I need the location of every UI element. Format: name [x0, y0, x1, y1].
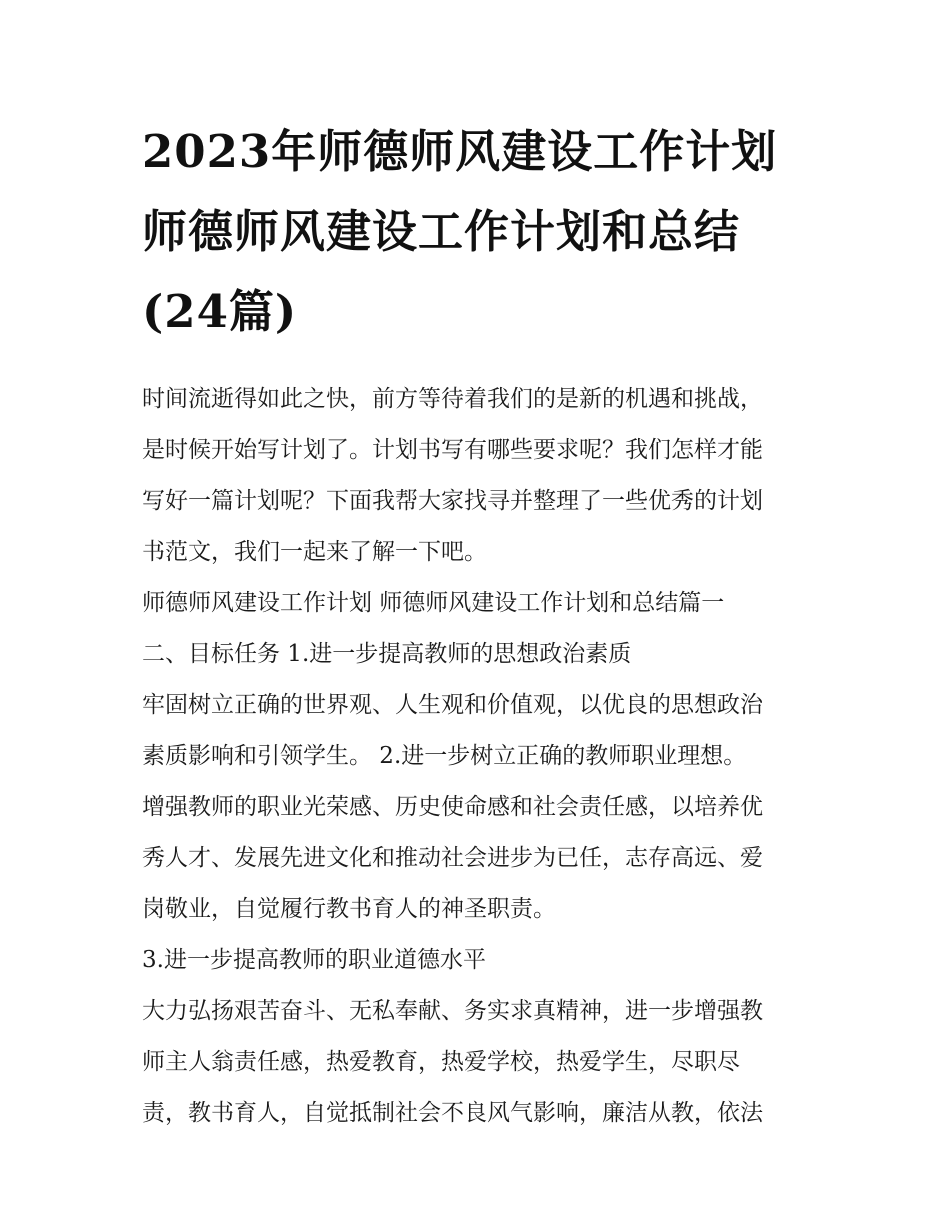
- body-line: 书范文，我们一起来了解一下吧。: [142, 539, 487, 565]
- body-line: 牢固树立正确的世界观、人生观和价值观，以优良的思想政治: [142, 692, 763, 718]
- document-body: [142, 374, 822, 1139]
- body-line: 3.进一步提高教师的职业道德水平: [142, 947, 486, 973]
- body-line: 写好一篇计划呢？下面我帮大家找寻并整理了一些优秀的计划: [142, 488, 763, 514]
- document-page: [142, 112, 822, 1139]
- body-line: 素质影响和引领学生。 2.进一步树立正确的教师职业理想。: [142, 743, 747, 769]
- title-line: 2023年师德师风建设工作计划: [142, 125, 778, 178]
- body-line: 师主人翁责任感，热爱教育，热爱学校，热爱学生，尽职尽: [142, 1049, 740, 1075]
- body-line: 责，教书育人，自觉抵制社会不良风气影响，廉洁从教，依法: [142, 1100, 763, 1126]
- body-line: 增强教师的职业光荣感、历史使命感和社会责任感，以培养优: [142, 794, 763, 820]
- body-line: 大力弘扬艰苦奋斗、无私奉献、务实求真精神，进一步增强教: [142, 998, 763, 1024]
- title-line: 师德师风建设工作计划和总结: [142, 205, 741, 258]
- section-heading: 师德师风建设工作计划 师德师风建设工作计划和总结篇一: [142, 590, 725, 616]
- body-line: 秀人才、发展先进文化和推动社会进步为已任，志存高远、爱: [142, 845, 763, 871]
- body-line: 是时候开始写计划了。计划书写有哪些要求呢？我们怎样才能: [142, 437, 763, 463]
- document-title: [142, 112, 822, 352]
- body-line: 时间流逝得如此之快，前方等待着我们的是新的机遇和挑战，: [142, 386, 763, 412]
- title-line: (24篇): [142, 285, 298, 338]
- body-line: 岗敬业，自觉履行教书育人的神圣职责。: [142, 896, 556, 922]
- body-line: 二、目标任务 1.进一步提高教师的思想政治素质: [142, 641, 632, 667]
